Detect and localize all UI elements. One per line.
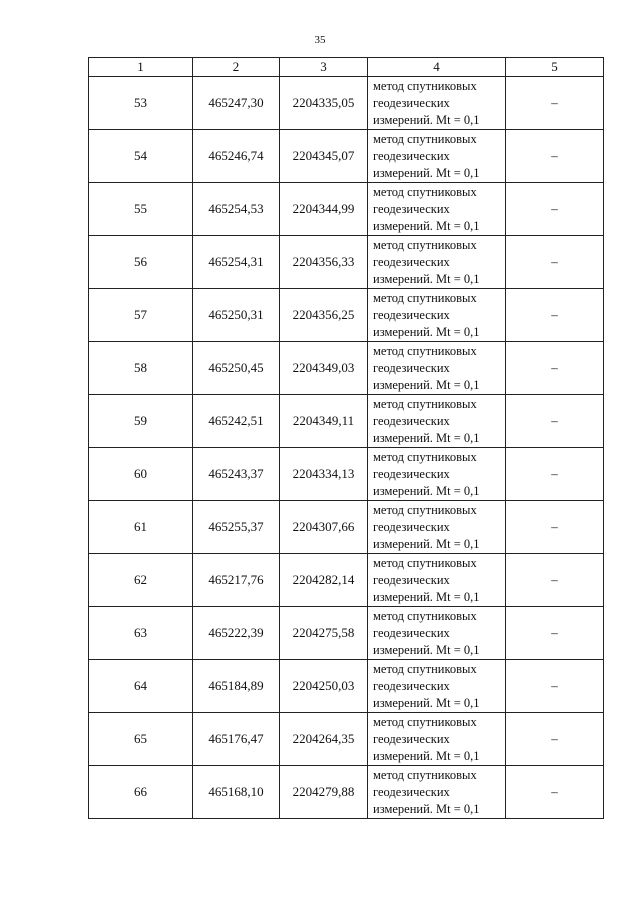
method-text-line: метод спутниковых [373,290,477,305]
method-text-line: геодезических [373,360,450,375]
x-coordinate-cell: 465247,30 [193,77,280,130]
method-text-line: измерений. Mt = 0,1 [373,642,480,657]
note-cell: – [506,130,604,183]
column-header-3: 3 [280,58,368,77]
table-body [89,77,604,819]
x-coordinate-cell: 465255,37 [193,501,280,554]
point-number-cell: 65 [89,713,193,766]
x-coordinate-cell: 465168,10 [193,766,280,819]
table-row [89,713,604,766]
x-coordinate-cell: 465222,39 [193,607,280,660]
note-cell: – [506,501,604,554]
method-text-line: метод спутниковых [373,449,477,464]
method-text-line: измерений. Mt = 0,1 [373,589,480,604]
x-coordinate-cell: 465242,51 [193,395,280,448]
method-text-line: геодезических [373,466,450,481]
note-cell: – [506,395,604,448]
header-row [89,58,604,77]
method-cell [368,448,506,501]
method-text-line: метод спутниковых [373,237,477,252]
column-header-1: 1 [89,58,193,77]
method-cell [368,501,506,554]
point-number-cell: 59 [89,395,193,448]
method-text-line: метод спутниковых [373,661,477,676]
note-cell: – [506,183,604,236]
note-cell: – [506,77,604,130]
column-header-5: 5 [506,58,604,77]
x-coordinate-cell: 465254,53 [193,183,280,236]
y-coordinate-cell: 2204345,07 [280,130,368,183]
point-number-cell: 58 [89,342,193,395]
method-cell [368,607,506,660]
y-coordinate-cell: 2204344,99 [280,183,368,236]
table-row [89,448,604,501]
coordinates-table [88,57,604,819]
method-text-line: метод спутниковых [373,502,477,517]
y-coordinate-cell: 2204282,14 [280,554,368,607]
note-cell: – [506,660,604,713]
method-text-line: измерений. Mt = 0,1 [373,748,480,763]
note-cell: – [506,289,604,342]
note-cell: – [506,342,604,395]
method-text-line: метод спутниковых [373,78,477,93]
point-number-cell: 53 [89,77,193,130]
table-row [89,554,604,607]
method-text-line: геодезических [373,95,450,110]
y-coordinate-cell: 2204279,88 [280,766,368,819]
method-cell [368,713,506,766]
table-row [89,342,604,395]
method-text-line: геодезических [373,201,450,216]
y-coordinate-cell: 2204335,05 [280,77,368,130]
method-text-line: измерений. Mt = 0,1 [373,218,480,233]
method-text-line: измерений. Mt = 0,1 [373,112,480,127]
y-coordinate-cell: 2204356,33 [280,236,368,289]
method-text-line: измерений. Mt = 0,1 [373,324,480,339]
method-text-line: измерений. Mt = 0,1 [373,536,480,551]
method-text-line: геодезических [373,519,450,534]
method-text-line: метод спутниковых [373,184,477,199]
point-number-cell: 66 [89,766,193,819]
method-cell [368,766,506,819]
table-row [89,289,604,342]
method-text-line: измерений. Mt = 0,1 [373,377,480,392]
y-coordinate-cell: 2204334,13 [280,448,368,501]
y-coordinate-cell: 2204264,35 [280,713,368,766]
table-row [89,236,604,289]
note-cell: – [506,766,604,819]
method-cell [368,289,506,342]
y-coordinate-cell: 2204356,25 [280,289,368,342]
method-cell [368,395,506,448]
y-coordinate-cell: 2204275,58 [280,607,368,660]
method-text-line: метод спутниковых [373,343,477,358]
method-text-line: геодезических [373,678,450,693]
point-number-cell: 61 [89,501,193,554]
method-text-line: метод спутниковых [373,555,477,570]
method-cell [368,183,506,236]
method-text-line: геодезических [373,572,450,587]
point-number-cell: 54 [89,130,193,183]
method-text-line: метод спутниковых [373,608,477,623]
y-coordinate-cell: 2204307,66 [280,501,368,554]
method-text-line: измерений. Mt = 0,1 [373,483,480,498]
x-coordinate-cell: 465243,37 [193,448,280,501]
method-text-line: геодезических [373,413,450,428]
method-cell [368,236,506,289]
method-text-line: геодезических [373,148,450,163]
x-coordinate-cell: 465254,31 [193,236,280,289]
point-number-cell: 63 [89,607,193,660]
note-cell: – [506,236,604,289]
method-text-line: метод спутниковых [373,131,477,146]
note-cell: – [506,607,604,660]
table-row [89,77,604,130]
table-row [89,501,604,554]
note-cell: – [506,554,604,607]
x-coordinate-cell: 465184,89 [193,660,280,713]
method-cell [368,77,506,130]
method-cell [368,342,506,395]
method-cell [368,660,506,713]
table-row [89,660,604,713]
method-text-line: метод спутниковых [373,396,477,411]
method-text-line: метод спутниковых [373,767,477,782]
point-number-cell: 62 [89,554,193,607]
method-text-line: измерений. Mt = 0,1 [373,801,480,816]
method-text-line: геодезических [373,784,450,799]
table-row [89,395,604,448]
point-number-cell: 57 [89,289,193,342]
method-text-line: измерений. Mt = 0,1 [373,695,480,710]
table-row [89,607,604,660]
x-coordinate-cell: 465246,74 [193,130,280,183]
method-text-line: геодезических [373,307,450,322]
table-row [89,183,604,236]
method-text-line: измерений. Mt = 0,1 [373,430,480,445]
method-cell [368,554,506,607]
x-coordinate-cell: 465217,76 [193,554,280,607]
note-cell: – [506,713,604,766]
method-cell [368,130,506,183]
point-number-cell: 56 [89,236,193,289]
point-number-cell: 60 [89,448,193,501]
method-text-line: измерений. Mt = 0,1 [373,271,480,286]
method-text-line: геодезических [373,731,450,746]
method-text-line: измерений. Mt = 0,1 [373,165,480,180]
x-coordinate-cell: 465176,47 [193,713,280,766]
table-row [89,130,604,183]
point-number-cell: 64 [89,660,193,713]
column-header-2: 2 [193,58,280,77]
y-coordinate-cell: 2204349,03 [280,342,368,395]
y-coordinate-cell: 2204250,03 [280,660,368,713]
table-row [89,766,604,819]
method-text-line: метод спутниковых [373,714,477,729]
method-text-line: геодезических [373,254,450,269]
column-header-4: 4 [368,58,506,77]
x-coordinate-cell: 465250,31 [193,289,280,342]
note-cell: – [506,448,604,501]
method-text-line: геодезических [373,625,450,640]
y-coordinate-cell: 2204349,11 [280,395,368,448]
point-number-cell: 55 [89,183,193,236]
page-number: 35 [314,34,326,46]
x-coordinate-cell: 465250,45 [193,342,280,395]
